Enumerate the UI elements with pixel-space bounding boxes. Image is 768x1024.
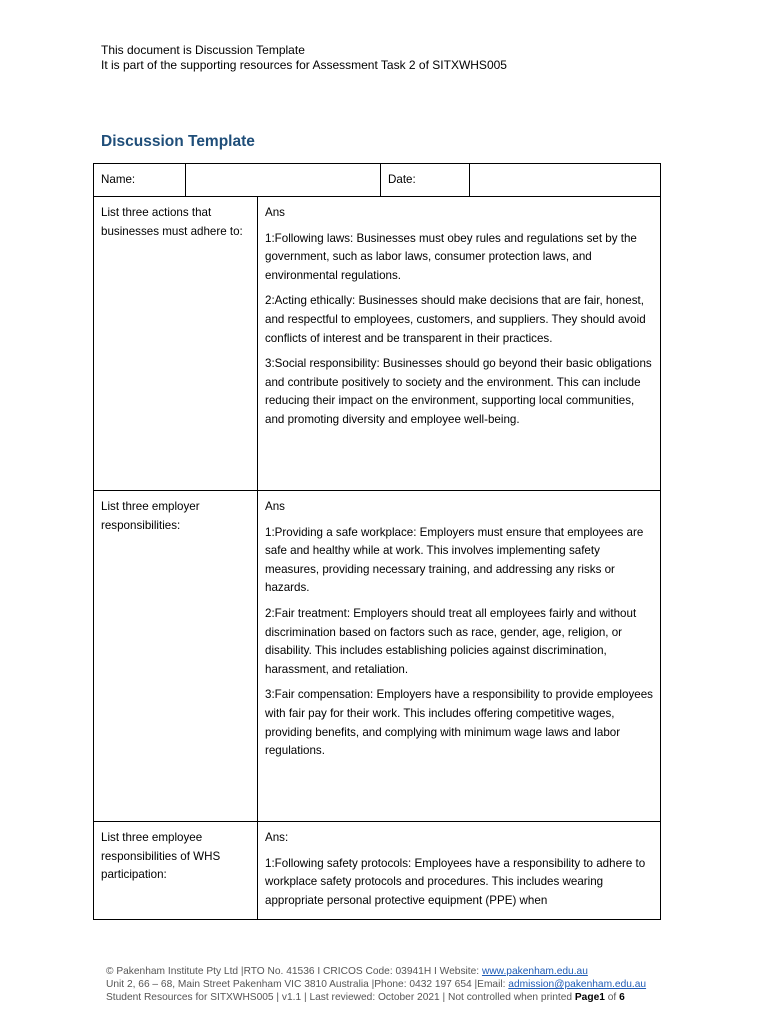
answer-item: 2:Fair treatment: Employers should treat all employees fairly and without discrimination based on factors such as race, gender, age, religion, or disability. This includes establishing policies against discrimination, harassment, and retaliation. [265,606,637,676]
answer-item: 1:Following safety protocols: Employees have a responsibility to adhere to workplace safety protocols and procedures. This includes wearing appropriate personal protective equipment (PPE) when [265,856,646,907]
header-line-1: This document is Discussion Template [101,43,305,57]
question-text: List three employee responsibilities of WHS participation: [101,831,221,882]
header-line-2: It is part of the supporting resources for Assessment Task 2 of SITXWHS005 [101,58,507,72]
question-text: List three actions that businesses must adhere to: [101,206,243,238]
page-number: 1 [599,992,605,1003]
answer-item: 1:Following laws: Businesses must obey rules and regulations set by the government, such as labor laws, consumer protection laws, and environmental regulations. [265,231,637,282]
name-label: Name: [94,164,186,197]
page-word: Page [574,992,600,1003]
ans-label: Ans [265,500,285,513]
question-text: List three employer responsibilities: [101,500,200,532]
question-row-1 [94,197,661,491]
page-footer [106,965,646,1004]
answer-cell[interactable] [258,491,661,822]
date-field[interactable] [470,164,661,197]
page-title: Discussion Template [101,133,255,150]
footer-line-2 [106,978,646,991]
footer-line-1 [106,965,646,978]
footer-copyright: © Pakenham Institute Pty Ltd |RTO No. 41536 I CRICOS Code: 03941H I Website: [106,966,482,977]
answer-item: 2:Acting ethically: Businesses should make decisions that are fair, honest, and respectful to employees, customers, and suppliers. They should avoid conflicts of interest and be transparent in their practices. [265,294,646,345]
footer-address: Unit 2, 66 – 68, Main Street Pakenham VIC 3810 Australia |Phone: 0432 197 654 |Email: [106,979,509,990]
ans-label: Ans [265,206,285,219]
answer-item: 3:Social responsibility: Businesses should go beyond their basic obligations and contribute positively to society and the environment. This can include reducing their impact on the environment, supporting local communities, and promoting diversity and employee well-being. [265,357,652,426]
name-field[interactable] [186,164,381,197]
answer-item: 3:Fair compensation: Employers have a responsibility to provide employees with fair pay for their work. This includes offering competitive wages, providing benefits, and complying with minimum wage laws and labor regulations. [265,688,653,758]
question-row-2 [94,491,661,822]
question-cell [94,197,258,491]
ans-label: Ans: [265,831,289,844]
answer-cell[interactable] [258,197,661,491]
email-link[interactable]: admission@pakenham.edu.au [508,979,647,990]
date-label: Date: [381,164,470,197]
page-of: of [604,992,620,1003]
footer-resource-info: Student Resources for SITXWHS005 | v1.1 | Last reviewed: October 2021 | Not controlled when printed [106,992,575,1003]
answer-cell[interactable] [258,822,661,920]
document-header [101,43,507,73]
discussion-table [93,163,661,920]
question-row-3 [94,822,661,920]
question-cell [94,822,258,920]
answer-item: 1:Providing a safe workplace: Employers must ensure that employees are safe and healthy while at work. This involves implementing safety measures, providing necessary training, and addressing any risks or hazards. [265,525,644,595]
page-total: 6 [619,992,625,1003]
question-cell [94,491,258,822]
website-link[interactable]: www.pakenham.edu.au [481,966,588,977]
footer-line-3 [106,991,646,1004]
name-date-row [94,164,661,197]
